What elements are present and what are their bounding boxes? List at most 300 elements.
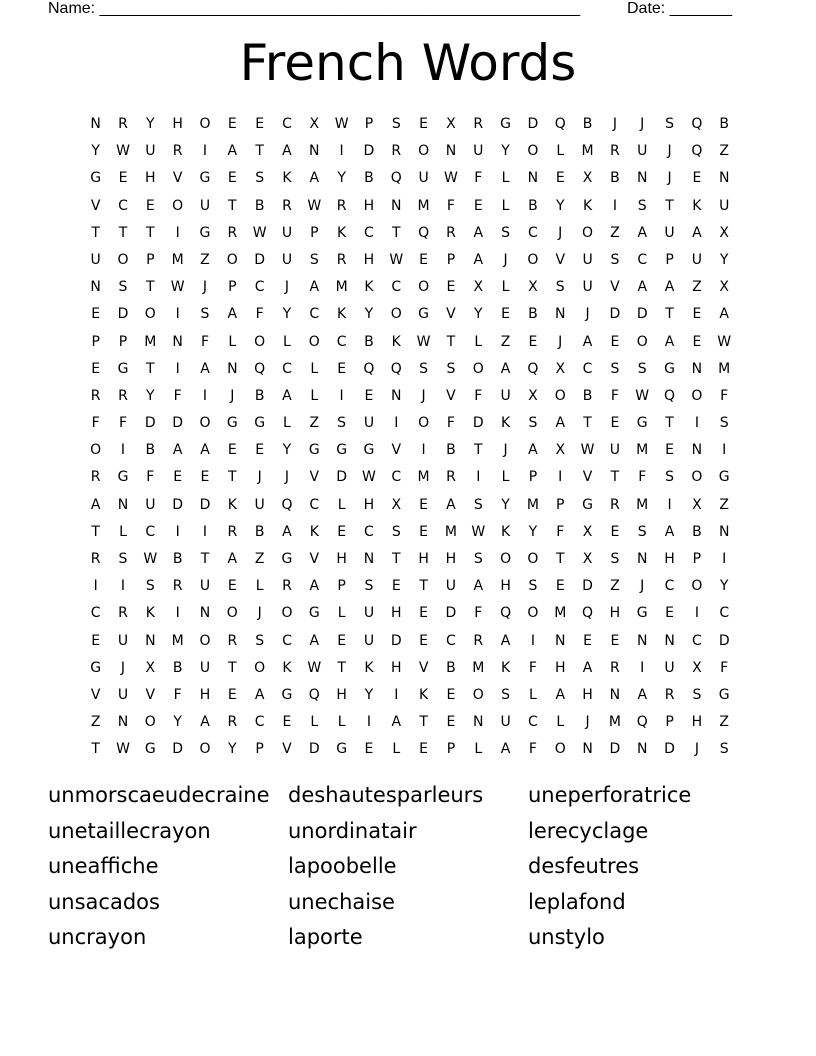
grid-letter: E <box>91 360 101 377</box>
grid-letter: E <box>692 306 702 323</box>
grid-letter: X <box>555 360 566 377</box>
grid-letter: L <box>556 714 565 731</box>
grid-letter: S <box>473 496 483 513</box>
grid-letter: B <box>446 442 456 459</box>
grid-letter: F <box>146 469 155 486</box>
grid-letter: A <box>282 523 292 540</box>
grid-letter: P <box>118 333 128 350</box>
grid-letter: I <box>558 469 563 486</box>
grid-letter: O <box>254 333 266 350</box>
grid-letter: A <box>500 741 511 758</box>
grid-letter: B <box>254 197 265 214</box>
grid-letter: K <box>337 224 347 241</box>
grid-letter: U <box>664 224 675 241</box>
grid-letter: A <box>200 360 210 377</box>
grid-letter: O <box>199 632 211 649</box>
grid-letter: Y <box>228 741 237 758</box>
grid-letter: B <box>582 116 593 132</box>
grid-letter: Z <box>254 551 265 567</box>
grid-letter: Z <box>719 496 729 513</box>
word-list-item: lerecyclage <box>528 818 649 843</box>
grid-letter: D <box>336 469 347 486</box>
grid-letter: Z <box>309 415 320 432</box>
grid-letter: M <box>554 605 567 622</box>
grid-letter: N <box>718 523 730 540</box>
grid-letter: X <box>528 387 538 404</box>
grid-letter: O <box>472 686 484 703</box>
grid-letter: C <box>145 523 156 540</box>
grid-letter: D <box>609 741 621 758</box>
grid-letter: A <box>254 686 265 703</box>
grid-letter: U <box>90 251 101 268</box>
grid-letter: T <box>146 279 155 296</box>
grid-letter: E <box>145 197 155 214</box>
grid-letter: K <box>145 605 155 622</box>
grid-letter: N <box>527 170 539 187</box>
grid-letter: H <box>691 714 703 731</box>
grid-letter: G <box>308 605 320 622</box>
grid-letter: Y <box>364 306 374 323</box>
grid-letter: U <box>199 659 211 676</box>
grid-letter: N <box>473 714 484 731</box>
word-list-item: unechaise <box>288 889 395 914</box>
grid-letter: H <box>391 659 402 676</box>
grid-letter: H <box>445 551 457 567</box>
grid-letter: S <box>391 116 401 132</box>
grid-letter: U <box>637 143 648 160</box>
grid-letter: H <box>554 659 566 676</box>
grid-letter: S <box>528 578 538 595</box>
grid-letter: U <box>363 605 375 622</box>
word-list <box>48 780 768 960</box>
grid-letter: P <box>556 496 565 513</box>
grid-letter: E <box>227 170 237 187</box>
grid-letter: H <box>363 197 375 214</box>
grid-letter: G <box>226 415 238 432</box>
grid-letter: E <box>227 578 237 595</box>
grid-letter: T <box>146 224 155 241</box>
grid-letter: X <box>719 279 729 296</box>
grid-letter: A <box>719 306 729 323</box>
grid-letter: B <box>254 523 265 540</box>
grid-letter: R <box>227 523 238 540</box>
grid-letter: T <box>610 469 620 486</box>
grid-letter: E <box>665 605 674 622</box>
grid-letter: V <box>446 306 456 323</box>
grid-letter: E <box>91 632 101 649</box>
grid-letter: K <box>692 197 702 214</box>
grid-row <box>82 141 738 168</box>
grid-letter: Y <box>173 714 182 731</box>
grid-letter: G <box>336 442 348 459</box>
grid-letter: G <box>117 469 129 486</box>
grid-letter: E <box>446 279 456 296</box>
grid-letter: H <box>664 551 675 567</box>
grid-letter: M <box>144 333 157 350</box>
grid-letter: J <box>120 659 126 676</box>
grid-letter: N <box>309 143 320 160</box>
grid-letter: G <box>500 116 512 132</box>
grid-letter: D <box>718 632 730 649</box>
grid-letter: S <box>719 415 729 432</box>
grid-letter: I <box>366 714 372 731</box>
grid-letter: W <box>471 523 486 540</box>
grid-letter: V <box>418 659 429 676</box>
grid-letter: J <box>558 224 563 241</box>
grid-letter: G <box>582 496 593 513</box>
grid-row <box>82 712 738 739</box>
grid-letter: Y <box>282 442 292 459</box>
grid-letter: S <box>637 360 647 377</box>
grid-letter: S <box>337 415 347 432</box>
grid-letter: N <box>691 442 703 459</box>
grid-letter: B <box>145 442 156 459</box>
grid-row <box>82 277 738 304</box>
grid-letter: X <box>528 279 538 296</box>
grid-letter: R <box>118 387 128 404</box>
grid-letter: R <box>446 224 456 241</box>
grid-letter: T <box>665 306 674 323</box>
grid-letter: J <box>558 333 563 350</box>
grid-letter: C <box>637 251 648 268</box>
grid-letter: C <box>446 632 456 649</box>
grid-letter: I <box>530 632 535 649</box>
grid-letter: Y <box>501 496 510 513</box>
grid-letter: N <box>664 632 675 649</box>
grid-letter: R <box>610 659 620 676</box>
grid-letter: F <box>638 469 647 486</box>
grid-letter: H <box>172 116 183 132</box>
grid-letter: T <box>583 415 592 432</box>
grid-letter: Q <box>582 605 594 622</box>
grid-letter: D <box>117 306 129 323</box>
grid-letter: Y <box>719 251 729 268</box>
grid-letter: N <box>718 170 730 187</box>
grid-letter: I <box>202 387 208 404</box>
grid-row <box>82 304 738 331</box>
grid-letter: O <box>636 333 648 350</box>
grid-letter: K <box>391 333 401 350</box>
grid-letter: E <box>364 741 374 758</box>
grid-letter: A <box>637 224 648 241</box>
grid-letter: O <box>527 143 539 160</box>
grid-letter: O <box>691 578 703 595</box>
grid-letter: A <box>473 251 484 268</box>
grid-letter: W <box>170 279 185 296</box>
grid-letter: S <box>255 632 265 649</box>
grid-letter: L <box>310 714 319 731</box>
grid-letter: E <box>91 306 101 323</box>
grid-row <box>82 413 738 440</box>
grid-letter: N <box>636 170 648 187</box>
grid-letter: V <box>582 469 593 486</box>
grid-letter: X <box>473 279 484 296</box>
grid-letter: D <box>582 578 593 595</box>
grid-letter: R <box>227 224 238 241</box>
grid-letter: H <box>418 551 429 567</box>
grid-letter: E <box>337 523 347 540</box>
grid-letter: O <box>554 741 566 758</box>
grid-letter: G <box>90 170 102 187</box>
grid-letter: S <box>309 251 319 268</box>
grid-letter: M <box>417 197 430 214</box>
grid-letter: B <box>364 170 374 187</box>
grid-letter: Y <box>146 387 155 404</box>
grid-letter: T <box>91 741 100 758</box>
grid-letter: G <box>308 442 320 459</box>
grid-letter: S <box>501 686 511 703</box>
grid-letter: L <box>337 605 346 622</box>
grid-letter: H <box>363 251 375 268</box>
grid-letter: S <box>610 251 620 268</box>
grid-letter: U <box>363 415 375 432</box>
grid-letter: B <box>446 659 456 676</box>
grid-letter: E <box>528 333 538 350</box>
grid-letter: V <box>172 170 183 187</box>
grid-letter: L <box>119 523 127 540</box>
grid-letter: B <box>692 523 702 540</box>
grid-letter: N <box>172 333 183 350</box>
grid-letter: C <box>309 496 320 513</box>
page-title: French Words <box>239 34 577 92</box>
grid-letter: S <box>446 360 456 377</box>
grid-letter: X <box>309 116 320 132</box>
grid-letter: S <box>200 306 210 323</box>
grid-letter: I <box>202 523 208 540</box>
grid-letter: E <box>419 605 429 622</box>
grid-letter: L <box>283 415 291 432</box>
grid-letter: T <box>665 415 674 432</box>
grid-letter: H <box>582 686 593 703</box>
grid-letter: J <box>202 279 208 296</box>
grid-letter: J <box>585 714 590 731</box>
grid-letter: A <box>500 632 511 649</box>
grid-letter: K <box>282 170 292 187</box>
grid-letter: W <box>307 197 322 214</box>
grid-letter: U <box>281 251 293 268</box>
grid-letter: U <box>117 632 129 649</box>
grid-letter: J <box>284 279 290 296</box>
grid-row <box>82 359 738 386</box>
grid-letter: T <box>419 578 428 595</box>
grid-letter: J <box>694 741 699 758</box>
grid-letter: K <box>419 686 429 703</box>
grid-letter: N <box>582 741 593 758</box>
grid-letter: N <box>227 360 238 377</box>
grid-letter: C <box>282 632 292 649</box>
grid-letter: U <box>500 714 511 731</box>
grid-letter: I <box>694 415 699 432</box>
grid-letter: U <box>363 632 375 649</box>
grid-letter: Z <box>500 333 511 350</box>
grid-letter: U <box>582 251 593 268</box>
grid-letter: S <box>637 523 647 540</box>
grid-letter: T <box>337 659 346 676</box>
grid-letter: O <box>554 387 566 404</box>
grid-letter: F <box>474 170 483 187</box>
grid-letter: Q <box>527 360 539 377</box>
grid-letter: L <box>337 714 346 731</box>
grid-letter: C <box>282 116 292 132</box>
grid-letter: A <box>637 279 648 296</box>
grid-letter: H <box>500 578 511 595</box>
grid-letter: T <box>228 197 237 214</box>
grid-letter: N <box>636 551 648 567</box>
grid-letter: I <box>175 224 180 241</box>
grid-letter: E <box>364 387 374 404</box>
grid-letter: W <box>635 387 650 404</box>
grid-letter: A <box>309 170 320 187</box>
grid-letter: G <box>281 686 293 703</box>
grid-letter: Z <box>200 251 210 268</box>
grid-letter: A <box>473 578 484 595</box>
grid-letter: A <box>391 714 402 731</box>
grid-letter: E <box>665 442 674 459</box>
grid-letter: Q <box>308 686 320 703</box>
grid-letter: P <box>364 116 374 132</box>
grid-letter: R <box>118 116 128 132</box>
grid-row <box>82 114 738 141</box>
grid-letter: O <box>172 197 184 214</box>
grid-letter: U <box>500 387 511 404</box>
grid-letter: S <box>637 197 647 214</box>
word-list-item: uncrayon <box>48 925 147 949</box>
grid-letter: C <box>336 333 347 350</box>
grid-letter: M <box>417 469 430 486</box>
grid-letter: W <box>334 116 349 132</box>
grid-letter: M <box>636 496 649 513</box>
grid-letter: F <box>528 741 537 758</box>
grid-row <box>82 576 738 603</box>
grid-letter: Y <box>91 143 100 160</box>
grid-letter: V <box>446 387 456 404</box>
grid-letter: C <box>528 224 538 241</box>
grid-letter: T <box>146 360 155 377</box>
grid-letter: F <box>720 387 729 404</box>
grid-letter: A <box>227 143 238 160</box>
grid-row <box>82 631 738 658</box>
grid-letter: T <box>91 224 100 241</box>
grid-letter: Y <box>282 306 292 323</box>
grid-letter: C <box>664 578 675 595</box>
grid-letter: O <box>226 605 238 622</box>
grid-letter: M <box>718 360 731 377</box>
grid-letter: T <box>446 333 456 350</box>
grid-letter: F <box>200 333 209 350</box>
grid-letter: O <box>117 251 129 268</box>
grid-letter: A <box>664 333 675 350</box>
grid-letter: L <box>501 170 510 187</box>
grid-letter: N <box>145 632 156 649</box>
grid-letter: S <box>719 741 729 758</box>
grid-letter: L <box>392 741 401 758</box>
grid-letter: J <box>640 116 645 132</box>
grid-row <box>82 250 738 277</box>
grid-letter: I <box>339 387 344 404</box>
grid-letter: H <box>391 605 402 622</box>
grid-letter: A <box>309 279 320 296</box>
grid-letter: F <box>173 387 182 404</box>
grid-letter: F <box>173 686 182 703</box>
grid-letter: C <box>391 279 402 296</box>
grid-letter: X <box>145 659 156 676</box>
grid-letter: T <box>228 469 237 486</box>
grid-letter: X <box>719 224 729 241</box>
grid-letter: L <box>474 333 483 350</box>
grid-letter: T <box>391 551 401 567</box>
grid-letter: N <box>199 605 211 622</box>
grid-letter: O <box>199 741 211 758</box>
grid-letter: N <box>636 632 648 649</box>
grid-letter: O <box>582 224 594 241</box>
grid-letter: W <box>416 333 431 350</box>
grid-letter: O <box>90 442 102 459</box>
grid-letter: D <box>363 143 375 160</box>
grid-letter: W <box>307 659 322 676</box>
grid-letter: E <box>692 170 702 187</box>
grid-letter: B <box>364 333 374 350</box>
grid-letter: P <box>310 224 319 241</box>
grid-letter: U <box>609 442 621 459</box>
grid-letter: Z <box>719 143 729 160</box>
grid-letter: O <box>418 279 430 296</box>
grid-letter: I <box>394 686 399 703</box>
grid-letter: I <box>93 578 98 595</box>
grid-letter: E <box>610 415 620 432</box>
grid-letter: X <box>582 523 593 540</box>
grid-letter: C <box>364 523 374 540</box>
grid-letter: R <box>172 143 183 160</box>
grid-letter: R <box>90 387 101 404</box>
grid-letter: I <box>175 360 180 377</box>
grid-letter: B <box>528 197 538 214</box>
grid-letter: E <box>391 578 401 595</box>
grid-letter: O <box>226 251 238 268</box>
grid-letter: K <box>500 659 511 676</box>
grid-letter: L <box>310 360 319 377</box>
grid-letter: E <box>255 442 265 459</box>
grid-letter: V <box>309 469 320 486</box>
grid-letter: R <box>336 251 347 268</box>
grid-letter: I <box>667 496 672 513</box>
grid-letter: G <box>199 170 211 187</box>
grid-letter: L <box>556 143 565 160</box>
grid-letter: N <box>117 714 129 731</box>
grid-letter: T <box>228 659 237 676</box>
grid-letter: X <box>391 496 402 513</box>
grid-letter: E <box>227 116 237 132</box>
grid-letter: A <box>664 279 675 296</box>
grid-letter: X <box>692 496 702 513</box>
grid-letter: M <box>608 714 621 731</box>
grid-letter: Y <box>337 170 346 187</box>
grid-letter: R <box>610 143 620 160</box>
grid-letter: J <box>667 170 672 187</box>
grid-row <box>82 440 738 467</box>
grid-letter: X <box>692 659 702 676</box>
grid-letter: F <box>91 415 100 432</box>
grid-letter: P <box>228 279 237 296</box>
grid-letter: Q <box>254 360 266 377</box>
grid-letter: Q <box>691 116 703 132</box>
grid-letter: G <box>418 306 430 323</box>
word-list-item: unmorscaeudecraine <box>48 783 270 807</box>
grid-letter: Y <box>555 197 565 214</box>
grid-letter: R <box>664 686 675 703</box>
grid-letter: A <box>528 442 538 459</box>
grid-letter: A <box>473 224 484 241</box>
grid-letter: S <box>665 116 674 132</box>
